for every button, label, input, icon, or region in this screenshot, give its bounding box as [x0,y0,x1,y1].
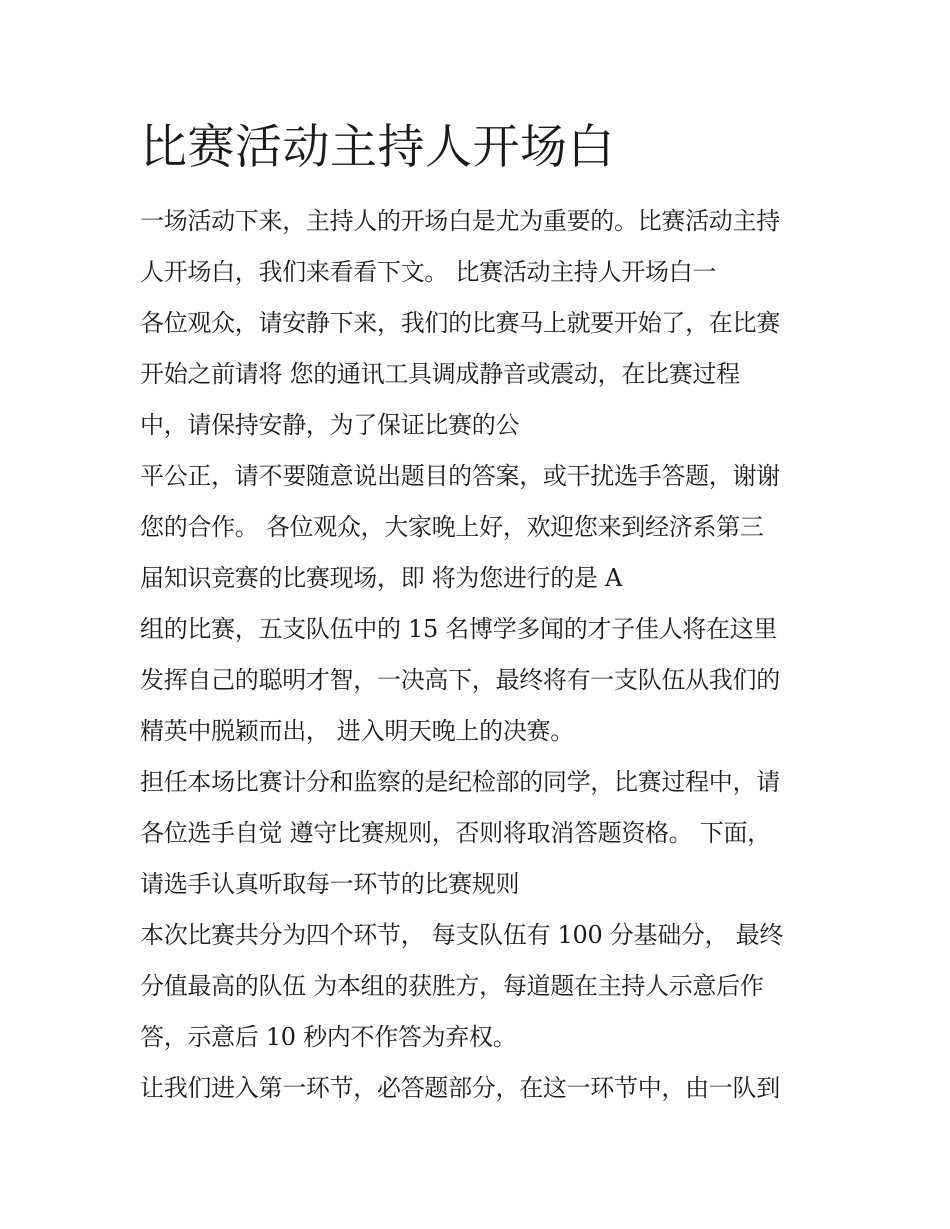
text-line: 各位观众，请安静下来，我们的比赛马上就要开始了，在比赛 [140,309,780,337]
text-line: 本次比赛共分为四个环节， 每支队伍有 100 分基础分， 最终 [140,921,784,949]
text-line: 人开场白，我们来看看下文。 比赛活动主持人开场白一 [140,258,717,286]
text-line: 答，示意后 10 秒内不作答为弃权。 [140,1023,517,1051]
text-line: 您的合作。 各位观众，大家晚上好，欢迎您来到经济系第三 [140,513,764,541]
text-line: 各位选手自觉 遵守比赛规则，否则将取消答题资格。 下面， [140,819,771,847]
text-line: 中，请保持安静，为了保证比赛的公 [140,411,520,439]
text-line: 分值最高的队伍 为本组的获胜方，每道题在主持人示意后作 [140,972,764,1000]
text-line: 一场活动下来，主持人的开场白是尤为重要的。比赛活动主持 [140,207,780,235]
text-line: 组的比赛，五支队伍中的 15 名博学多闻的才子佳人将在这里 [140,615,778,643]
text-line: 精英中脱颖而出， 进入明天晚上的决赛。 [140,717,574,745]
text-line: 让我们进入第一环节，必答题部分，在这一环节中，由一队到 [140,1074,780,1102]
text-line: 平公正，请不要随意说出题目的答案，或干扰选手答题，谢谢 [140,462,780,490]
document-title: 比赛活动主持人开场白 [140,120,615,175]
text-line: 开始之前请将 您的通讯工具调成静音或震动，在比赛过程 [140,360,740,388]
document-body [140,196,830,1114]
text-line: 届知识竞赛的比赛现场，即 将为您进行的是 A [140,564,622,592]
text-line: 请选手认真听取每一环节的比赛规则 [140,870,520,898]
text-line: 发挥自己的聪明才智，一决高下，最终将有一支队伍从我们的 [140,666,780,694]
text-line: 担任本场比赛计分和监察的是纪检部的同学，比赛过程中，请 [140,768,780,796]
